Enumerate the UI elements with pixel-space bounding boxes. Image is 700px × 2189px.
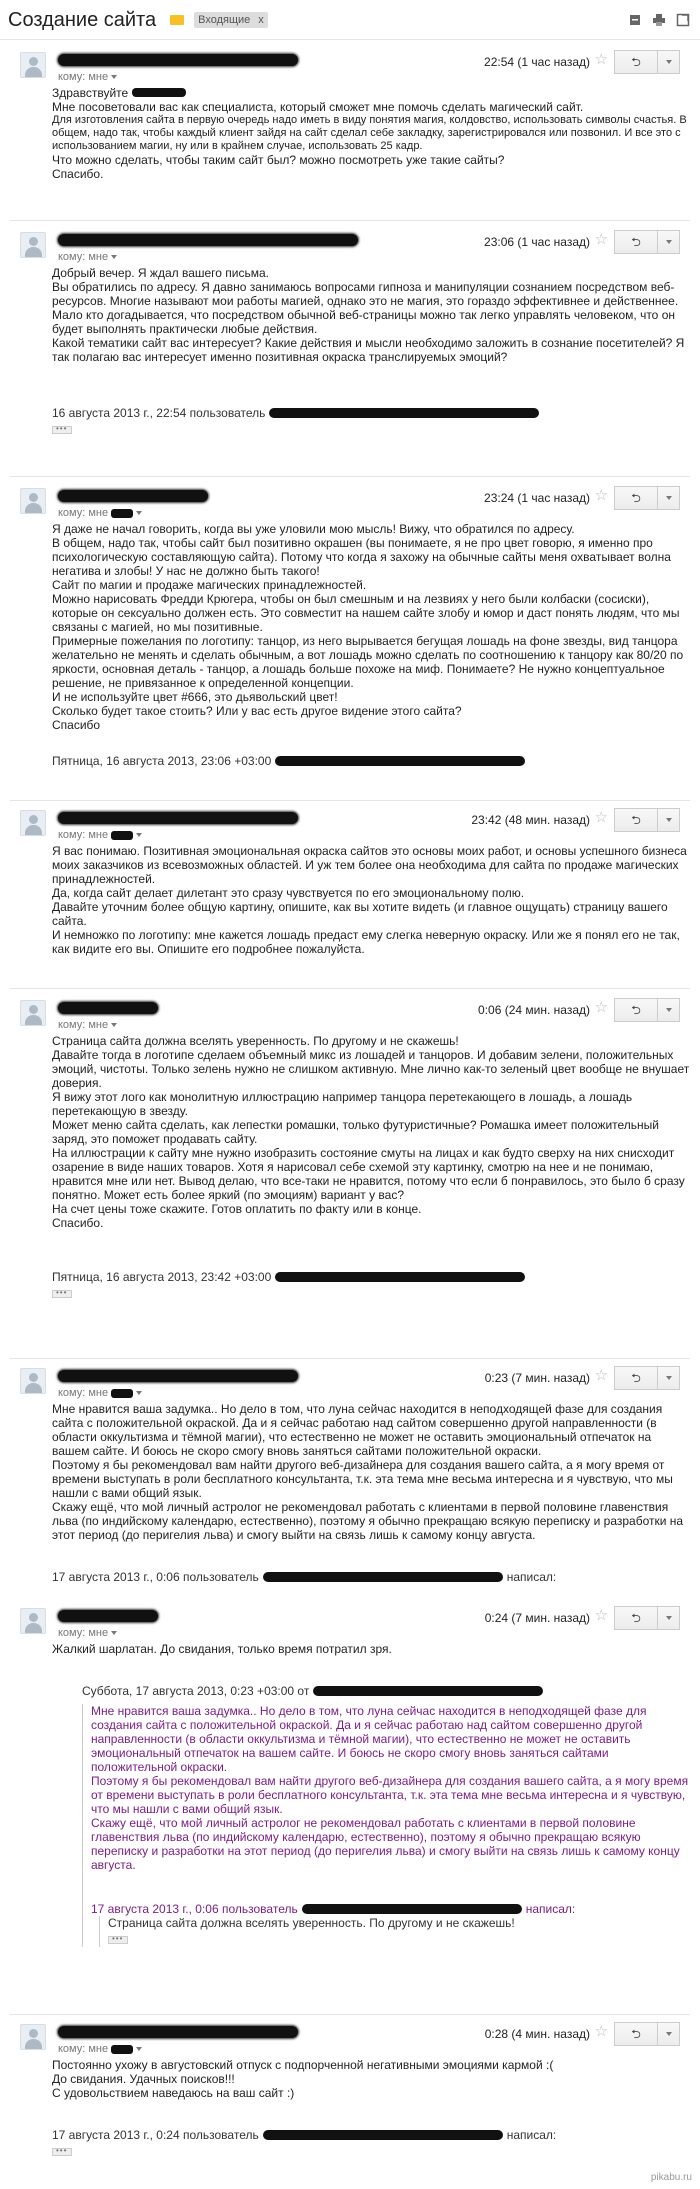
body-line: Я вас понимаю. Позитивная эмоциональная окраска сайтов это основы моих работ, и основы успешного бизнеса моих заказчиков из всевозможных областей. И уж тем более она необходима для сайта по продаже магических принадлежностей. bbox=[52, 844, 687, 886]
body-line: Добрый вечер. Я ждал вашего письма. bbox=[52, 266, 270, 280]
recipient-line[interactable]: кому: мне bbox=[58, 828, 142, 842]
star-icon[interactable]: ☆ bbox=[594, 51, 608, 68]
chevron-down-icon bbox=[666, 1616, 672, 1620]
recipient-line[interactable]: кому: мне bbox=[58, 1386, 142, 1400]
chevron-down-icon[interactable] bbox=[111, 255, 117, 259]
body-line: Для изготовления сайта в первую очередь надо иметь в виду понятия магия, колдовство, использовать символы счастья. В общем, надо так, чтобы каждый клиент зайдя на сайт сделал себе закладку, зарегистрировался или позвонил. И все это с использованием магии, ну или в крайнем случае, использовать 25 кадр. bbox=[52, 114, 687, 152]
redacted-sender bbox=[58, 1370, 298, 1382]
message-time: 22:54 (1 час назад) bbox=[484, 55, 590, 69]
redacted-name bbox=[132, 88, 186, 97]
reply-button[interactable] bbox=[614, 1606, 658, 1630]
chevron-down-icon bbox=[666, 60, 672, 64]
message-header[interactable] bbox=[10, 994, 690, 1034]
recipient-line[interactable]: кому: мне bbox=[58, 1626, 117, 1640]
body-line: Давайте уточним более общую картину, опишите, как вы хотите видеть (и главное ощущать) страницу вашего сайта. bbox=[52, 900, 668, 928]
more-actions-button[interactable] bbox=[658, 998, 680, 1022]
message-3 bbox=[0, 482, 700, 768]
message-8 bbox=[0, 2018, 700, 2159]
quote-header: Пятница, 16 августа 2013, 23:42 +03:00 bbox=[52, 1270, 690, 1284]
chevron-down-icon bbox=[666, 2032, 672, 2036]
body-line: Можно нарисовать Фредди Крюгера, чтобы он был смешным и на лезвиях у него были колбаски (сосиски), которые он сексуально должен есть. Это совместит на нашем сайте злобу и юмор и даст понять людям, что мы связаны с магией, но мы позитивные. bbox=[52, 592, 680, 634]
avatar bbox=[20, 52, 46, 78]
redacted-email bbox=[313, 1686, 543, 1696]
important-label-icon[interactable] bbox=[170, 15, 184, 25]
reply-button[interactable] bbox=[614, 230, 658, 254]
body-line: Примерные пожелания по логотипу: танцор, из него вырывается бегущая лошадь на фоне звезды, вид танцора желательно не менять и сделать обычным, а вот лошадь можно сделать по соотношению к танцору как 80/20 по яркости, основная деталь - танцор, а лошадь больше похоже на миф. Понимаете? Не нужно концептуальное решение, не привязанное к определенной концепции. bbox=[52, 634, 684, 690]
reply-arrow-icon: ⮌ bbox=[631, 813, 641, 827]
body-line: Спасибо. bbox=[52, 167, 104, 181]
body-line: Может меню сайта сделать, как лепестки ромашки, только футуристичные? Ромашка имеет положительный заряд, это поможет продавать сайту. bbox=[52, 1118, 659, 1146]
redacted-sender bbox=[58, 2026, 298, 2038]
quoted-line: Страница сайта должна вселять уверенность. По другому и не скажешь! bbox=[108, 1916, 515, 1930]
message-time: 23:24 (1 час назад) bbox=[484, 491, 590, 505]
star-icon[interactable]: ☆ bbox=[594, 231, 608, 248]
body-line: Жалкий шарлатан. До свидания, только время потратил зря. bbox=[52, 1642, 392, 1656]
thread-header bbox=[0, 0, 700, 40]
print-icon[interactable] bbox=[652, 13, 666, 27]
message-5 bbox=[0, 994, 700, 1301]
body-line: Постоянно ухожу в августовский отпуск с подпорченной негативными эмоциями кармой :( bbox=[52, 2058, 554, 2072]
body-line: Давайте тогда в логотипе сделаем объемный микс из лошадей и танцоров. И добавим зелени, положительных эмоций, чистоты. Только зелень нужно не слишком активную. Мне лично как-то зеленый цвет вообще не внушает доверия. bbox=[52, 1048, 690, 1090]
greeting: Здравствуйте bbox=[52, 86, 690, 100]
chevron-down-icon[interactable] bbox=[111, 1631, 117, 1635]
redacted-email bbox=[275, 1272, 525, 1282]
body-line: С удовольствием наведаюсь на ваш сайт :) bbox=[52, 2086, 295, 2100]
reply-button[interactable] bbox=[614, 998, 658, 1022]
body-line: Спасибо. bbox=[52, 1216, 104, 1230]
body-line: Страница сайта должна вселять уверенность. По другому и не скажешь! bbox=[52, 1034, 459, 1048]
star-icon[interactable]: ☆ bbox=[594, 999, 608, 1016]
avatar bbox=[20, 2024, 46, 2050]
archive-icon[interactable] bbox=[628, 13, 642, 27]
star-icon[interactable]: ☆ bbox=[594, 2023, 608, 2040]
reply-arrow-icon: ⮌ bbox=[631, 235, 641, 249]
body-line: В общем, надо так, чтобы сайт был позитивно окрашен (вы понимаете, я не про цвет говорю, я именно про психологическую составляющую сайта). Потому что когда я захожу на обычные сайты меня охватывает волна негатива и злобы! У нас не должно быть такого! bbox=[52, 536, 671, 578]
message-time: 23:06 (1 час назад) bbox=[484, 235, 590, 249]
body-line: До свидания. Удачных поисков!!! bbox=[52, 2072, 235, 2086]
body-line: На иллюстрации к сайту мне нужно изобразить состояние смуты на лицах и как будто сверху на них снисходит озарение в виде наших товаров. Хотя я нарисовал себе схемой эту картинку, смотрю на нее и не понимаю, нравится мне или нет. Вывод делаю, что все-таки не нравится, потому что если б понравилось, это было б сразу понятно. Может есть более яркий (по эмоциям) вариант у вас? bbox=[52, 1146, 685, 1202]
quote-header: 17 августа 2013 г., 0:24 пользователь написал: bbox=[52, 2128, 557, 2142]
body-line: Что можно сделать, чтобы таким сайт был? можно посмотреть уже такие сайты? bbox=[52, 153, 505, 167]
quoted-line: Мне нравится ваша задумка.. Но дело в том, что луна сейчас находится в неподходящей фазе для создания сайта с положительной окраской. Да и я сейчас работаю над сайтом совершенно другой направленности (в области оккультизма и тёмной магии), что естественно не может не оставить эмоциональный отпечаток на вашем сайте. И боюсь не скоро смогу вновь заняться сайтами положительной окраски. bbox=[91, 1704, 647, 1774]
avatar bbox=[20, 232, 46, 258]
reply-arrow-icon: ⮌ bbox=[631, 2027, 641, 2041]
avatar bbox=[20, 488, 46, 514]
message-time: 0:23 (7 мин. назад) bbox=[484, 1371, 590, 1385]
redacted-sender bbox=[58, 234, 358, 246]
quote-header: 16 августа 2013 г., 22:54 пользователь bbox=[52, 406, 690, 420]
chevron-down-icon[interactable] bbox=[136, 2047, 142, 2051]
reply-button[interactable] bbox=[614, 486, 658, 510]
star-icon[interactable]: ☆ bbox=[594, 809, 608, 826]
body-line: Скажу ещё, что мой личный астролог не рекомендовал работать с клиентами в первой половине главенствия льва (по индийскому календарю, естественно), поэтому я обычно прекращаю всякую переписку и разработки на этот период (до перигелия льва) и смогу выйти на связь лишь к самому концу августа. bbox=[52, 1500, 684, 1542]
message-header[interactable] bbox=[10, 1602, 690, 1642]
body-line: Спасибо bbox=[52, 718, 101, 732]
reply-button[interactable] bbox=[614, 2022, 658, 2046]
message-time: 23:42 (48 мин. назад) bbox=[471, 813, 590, 827]
chevron-down-icon bbox=[666, 1008, 672, 1012]
avatar bbox=[20, 810, 46, 836]
body-line: Какой тематики сайт вас интересует? Какие действия и мысли необходимо заложить в сознание посетителей? Я так полагаю вас интересует именно позитивная окраска транслируемых эмоций? bbox=[52, 336, 685, 364]
avatar bbox=[20, 1000, 46, 1026]
message-body bbox=[10, 266, 690, 437]
more-actions-button[interactable] bbox=[658, 1366, 680, 1390]
body-line: Мне посоветовали вас как специалиста, который сможет мне помочь сделать магический сайт. bbox=[52, 100, 584, 114]
message-time: 0:28 (4 мин. назад) bbox=[484, 2027, 590, 2041]
more-actions-button[interactable] bbox=[658, 808, 680, 832]
more-actions-button[interactable] bbox=[658, 230, 680, 254]
redacted-email bbox=[269, 408, 539, 418]
body-line: И немножко по логотипу: мне кажется лошадь предаст ему слегка неверную окраску. Или же я понял его не так, как видите его вы. Опишите его подробнее пожалуйста. bbox=[52, 928, 680, 956]
quoted-message bbox=[82, 1704, 690, 1947]
redacted-email bbox=[263, 1572, 503, 1582]
reply-button[interactable] bbox=[614, 50, 658, 74]
body-line: Я вижу этот лого как монолитную иллюстрацию например танцора перетекающего в лошадь, а лошадь перетекающую в звезду. bbox=[52, 1090, 633, 1118]
reply-arrow-icon: ⮌ bbox=[631, 1003, 641, 1017]
recipient-line[interactable]: кому: мне bbox=[58, 2042, 142, 2056]
body-line: Я даже не начал говорить, когда вы уже уловили мою мысль! Вижу, что обратился по адресу. bbox=[52, 522, 575, 536]
recipient-line[interactable]: кому: мне bbox=[58, 250, 117, 264]
message-body bbox=[10, 522, 690, 768]
reply-button[interactable] bbox=[614, 1366, 658, 1390]
chevron-down-icon[interactable] bbox=[136, 1391, 142, 1395]
chevron-down-icon bbox=[666, 496, 672, 500]
message-header[interactable] bbox=[10, 482, 690, 522]
message-header[interactable] bbox=[10, 2018, 690, 2058]
star-icon[interactable]: ☆ bbox=[594, 1367, 608, 1384]
watermark: pikabu.ru bbox=[650, 2172, 692, 2183]
nested-quote bbox=[99, 1916, 690, 1947]
thread-tools bbox=[628, 13, 690, 27]
recipient-line[interactable]: кому: мне bbox=[58, 70, 117, 84]
message-header[interactable] bbox=[10, 804, 690, 844]
body-line: Мне нравится ваша задумка.. Но дело в том, что луна сейчас находится в неподходящей фазе для создания сайта с положительной окраской. Да и я сейчас работаю над сайтом совершенно другой направленности (в области оккультизма и тёмной магии), что естественно не может не оставить эмоциональный отпечаток на вашем сайте. И боюсь не скоро смогу вновь заняться сайтами положительной окраски. bbox=[52, 1402, 663, 1458]
quote-header: Пятница, 16 августа 2013, 23:06 +03:00 bbox=[52, 754, 690, 768]
quote-header: Суббота, 17 августа 2013, 0:23 +03:00 от bbox=[82, 1684, 690, 1698]
redacted-sender bbox=[58, 54, 298, 66]
chevron-down-icon[interactable] bbox=[111, 75, 117, 79]
reply-arrow-icon: ⮌ bbox=[631, 1371, 641, 1385]
star-icon[interactable]: ☆ bbox=[594, 1607, 608, 1624]
message-header[interactable] bbox=[10, 226, 690, 266]
body-line: Да, когда сайт делает дилетант это сразу чувствуется по его эмоциональному полю. bbox=[52, 886, 525, 900]
redacted-email bbox=[302, 1904, 522, 1914]
more-actions-button[interactable] bbox=[658, 1606, 680, 1630]
message-2 bbox=[0, 226, 700, 437]
message-7 bbox=[0, 1602, 700, 1947]
redacted-sender bbox=[58, 1002, 158, 1014]
message-time: 0:06 (24 мин. назад) bbox=[478, 1003, 590, 1017]
quoted-line: Скажу ещё, что мой личный астролог не рекомендовал работать с клиентами в первой половине главенствия льва (по индийскому календарю, естественно), поэтому я обычно прекращаю всякую переписку и разработки на этот период (до перигелия льва) и смогу выйти на связь лишь к самому концу августа. bbox=[91, 1816, 680, 1872]
redacted-email bbox=[263, 2130, 503, 2140]
chevron-down-icon bbox=[666, 818, 672, 822]
chevron-down-icon[interactable] bbox=[111, 1023, 117, 1027]
more-actions-button[interactable] bbox=[658, 2022, 680, 2046]
message-body bbox=[10, 86, 690, 181]
redacted-sender bbox=[58, 812, 298, 824]
new-window-icon[interactable] bbox=[676, 13, 690, 27]
message-4 bbox=[0, 804, 700, 956]
show-trimmed-content[interactable] bbox=[52, 2148, 72, 2156]
reply-arrow-icon: ⮌ bbox=[631, 55, 641, 69]
nested-quote-header: 17 августа 2013 г., 0:06 пользователь написал: bbox=[91, 1902, 576, 1916]
inbox-label-remove[interactable]: x bbox=[258, 13, 264, 26]
chevron-down-icon bbox=[666, 1376, 672, 1380]
message-time: 0:24 (7 мин. назад) bbox=[484, 1611, 590, 1625]
avatar bbox=[20, 1368, 46, 1394]
more-actions-button[interactable] bbox=[658, 50, 680, 74]
more-actions-button[interactable] bbox=[658, 486, 680, 510]
body-line: Вы обратились по адресу. Я давно занимаюсь вопросами гипноза и манипуляции сознанием посредством веб-ресурсов. Многие называют мои работы магией, однако это не магия, это гораздо эффективнее и действеннее. Мало кто догадывается, что посредством обычной веб-страницы можно так легко управлять человеком, что он будет выполнять практически любые действия. bbox=[52, 280, 679, 336]
message-6 bbox=[0, 1362, 700, 1584]
message-header[interactable] bbox=[10, 1362, 690, 1402]
recipient-line[interactable]: кому: мне bbox=[58, 1018, 117, 1032]
reply-arrow-icon: ⮌ bbox=[631, 491, 641, 505]
body-line: На счет цены тоже скажите. Готов оплатить по факту или в конце. bbox=[52, 1202, 422, 1216]
body-line: Сайт по магии и продаже магических принадлежностей. bbox=[52, 578, 367, 592]
message-header[interactable] bbox=[10, 46, 690, 86]
inbox-label-chip[interactable] bbox=[194, 12, 268, 28]
redacted-sender bbox=[58, 1610, 158, 1622]
chevron-down-icon bbox=[666, 240, 672, 244]
message-body bbox=[10, 1642, 690, 1947]
show-trimmed-content[interactable] bbox=[52, 1290, 72, 1298]
chevron-down-icon[interactable] bbox=[136, 833, 142, 837]
reply-button[interactable] bbox=[614, 808, 658, 832]
quoted-line: Поэтому я бы рекомендовал вам найти другого веб-дизайнера для создания вашего сайта, а я могу время от времени выступать в роли бесплатного консультанта, т.к. эта тема мне весьма интересна и я чувствую, что мы нашли с вами общий язык. bbox=[91, 1774, 689, 1816]
thread-title: Создание сайта bbox=[8, 8, 157, 31]
avatar bbox=[20, 1608, 46, 1634]
show-trimmed-content[interactable] bbox=[52, 426, 72, 434]
message-body bbox=[10, 844, 690, 956]
body-line: И не используйте цвет #666, это дьявольский цвет! bbox=[52, 690, 338, 704]
chevron-down-icon[interactable] bbox=[136, 511, 142, 515]
message-body bbox=[10, 1402, 690, 1584]
message-body bbox=[10, 2058, 690, 2159]
redacted-email bbox=[275, 756, 525, 766]
inbox-label-text: Входящие bbox=[198, 13, 251, 26]
body-line: Поэтому я бы рекомендовал вам найти другого веб-дизайнера для создания вашего сайта, а я могу время от времени выступать в роли бесплатного консультанта, т.к. эта тема мне весьма интересна и я чувствую, что мы нашли с вами общий язык. bbox=[52, 1458, 673, 1500]
body-line: Сколько будет такое стоить? Или у вас есть другое видение этого сайта? bbox=[52, 704, 462, 718]
star-icon[interactable]: ☆ bbox=[594, 487, 608, 504]
recipient-line[interactable]: кому: мне bbox=[58, 506, 142, 520]
message-1 bbox=[0, 46, 700, 181]
quote-header: 17 августа 2013 г., 0:06 пользователь написал: bbox=[52, 1570, 557, 1584]
reply-arrow-icon: ⮌ bbox=[631, 1611, 641, 1625]
message-body bbox=[10, 1034, 690, 1301]
redacted-sender bbox=[58, 490, 208, 502]
show-trimmed-content[interactable] bbox=[108, 1936, 128, 1944]
